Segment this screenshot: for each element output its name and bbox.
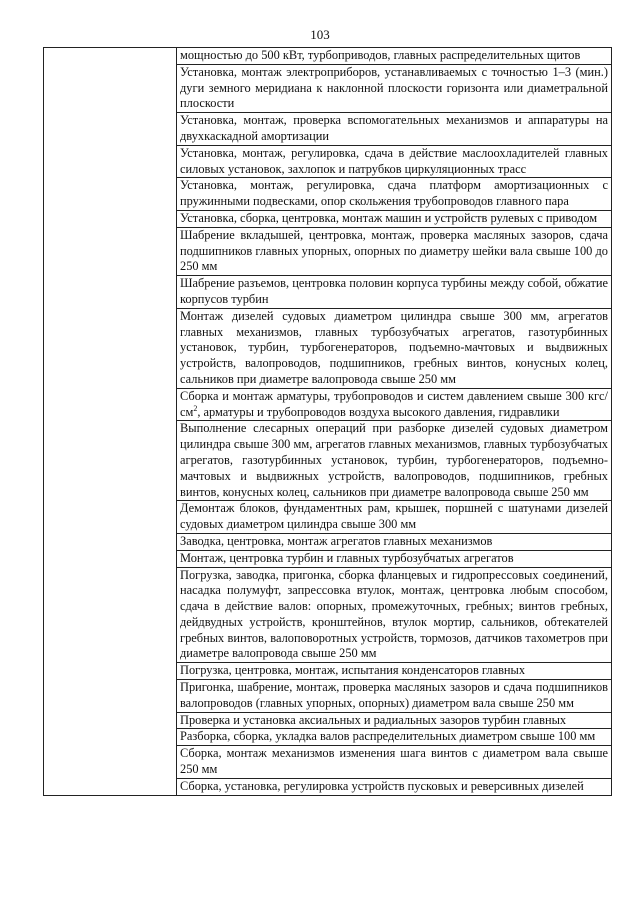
table-cell: Монтаж, центровка турбин и главных турбозубчатых агрегатов [177, 550, 612, 567]
table-cell: Установка, монтаж, проверка вспомогательных механизмов и аппаратуры на двухкаскадной амортизации [177, 113, 612, 146]
table-cell: Установка, монтаж, регулировка, сдача платформ амортизационных с пружинными подвесками, опор скольжения трубопроводов главного пара [177, 178, 612, 211]
table-cell: Монтаж дизелей судовых диаметром цилиндра свыше 300 мм, агрегатов главных механизмов, главных турбозубчатых агрегатов, газотурбинных установок, турбин, турбогенераторов, подъемно-мачтовых и выдвижных устройств, валопроводов, подшипников, гребных винтов, конусных колец, сальников при диаметре валопровода свыше 250 мм [177, 308, 612, 388]
cell-text-before: Сборка и монтаж арматуры, трубопроводов и систем давлением свыше 300 кгс/см [180, 388, 608, 419]
table-cell: Проверка и установка аксиальных и радиальных зазоров турбин главных [177, 712, 612, 729]
table-cell: Пригонка, шабрение, монтаж, проверка масляных зазоров и сдача подшипников валопроводов (главных упорных, опорных) диаметром вала свыше 250 мм [177, 680, 612, 713]
table-cell: Заводка, центровка, монтаж агрегатов главных механизмов [177, 533, 612, 550]
empty-left-column [44, 48, 177, 796]
cell-text-after: , арматуры и трубопроводов воздуха высокого давления, гидравлики [197, 404, 560, 419]
table-cell: Погрузка, центровка, монтаж, испытания конденсаторов главных [177, 663, 612, 680]
table-cell: Демонтаж блоков, фундаментных рам, крышек, поршней с шатунами дизелей судовых диаметром цилиндра свыше 300 мм [177, 501, 612, 534]
table-cell: Шабрение вкладышей, центровка, монтаж, проверка масляных зазоров, сдача подшипников главных упорных, опорных по диаметру шейки вала свыше 100 до 250 мм [177, 227, 612, 275]
table-cell: Шабрение разъемов, центровка половин корпуса турбины между собой, обжатие корпусов турбин [177, 276, 612, 309]
table-cell: Выполнение слесарных операций при разборке дизелей судовых диаметром цилиндра свыше 300 мм, агрегатов главных механизмов, главных турбозубчатых агрегатов, газотурбинных установок, турбин, турбогенераторов, подъемно-мачтовых и выдвижных устройств, валопроводов, подшипников, гребных винтов, конусных колец, сальников при диаметре валопровода свыше 250 мм [177, 421, 612, 501]
table-cell: Сборка, монтаж механизмов изменения шага винтов с диаметром вала свыше 250 мм [177, 746, 612, 779]
table-cell: Установка, монтаж, регулировка, сдача в действие маслоохладителей главных силовых установок, захлопок и патрубков циркуляционных трасс [177, 145, 612, 178]
page-number: 103 [310, 27, 330, 42]
work-table [43, 47, 612, 796]
table-cell: Установка, монтаж электроприборов, устанавливаемых с точностью 1–3 (мин.) дуги земного меридиана к наклонной плоскости горизонта или диаметральной плоскости [177, 64, 612, 112]
table-cell: Погрузка, заводка, пригонка, сборка фланцевых и гидропрессовых соединений, насадка полумуфт, запрессовка втулок, монтаж, центровка любым способом, сдача в действие валов: опорных, промежуточных, гребных; винтов гребных, дейдвудных устройств, кронштейнов, втулок мортир, сальников, обтекателей гребных винтов, валоповоротных устройств, тормозов, датчиков тахометров при диаметре валопровода свыше 250 мм [177, 567, 612, 663]
table-cell: Разборка, сборка, укладка валов распределительных диаметром свыше 100 мм [177, 729, 612, 746]
table-cell: мощностью до 500 кВт, турбоприводов, главных распределительных щитов [177, 48, 612, 65]
table-cell: Установка, сборка, центровка, монтаж машин и устройств рулевых с приводом [177, 210, 612, 227]
table-cell: Сборка, установка, регулировка устройств пусковых и реверсивных дизелей [177, 778, 612, 795]
table-cell [177, 388, 612, 421]
superscript: 2 [193, 403, 198, 413]
table-row [44, 48, 612, 65]
